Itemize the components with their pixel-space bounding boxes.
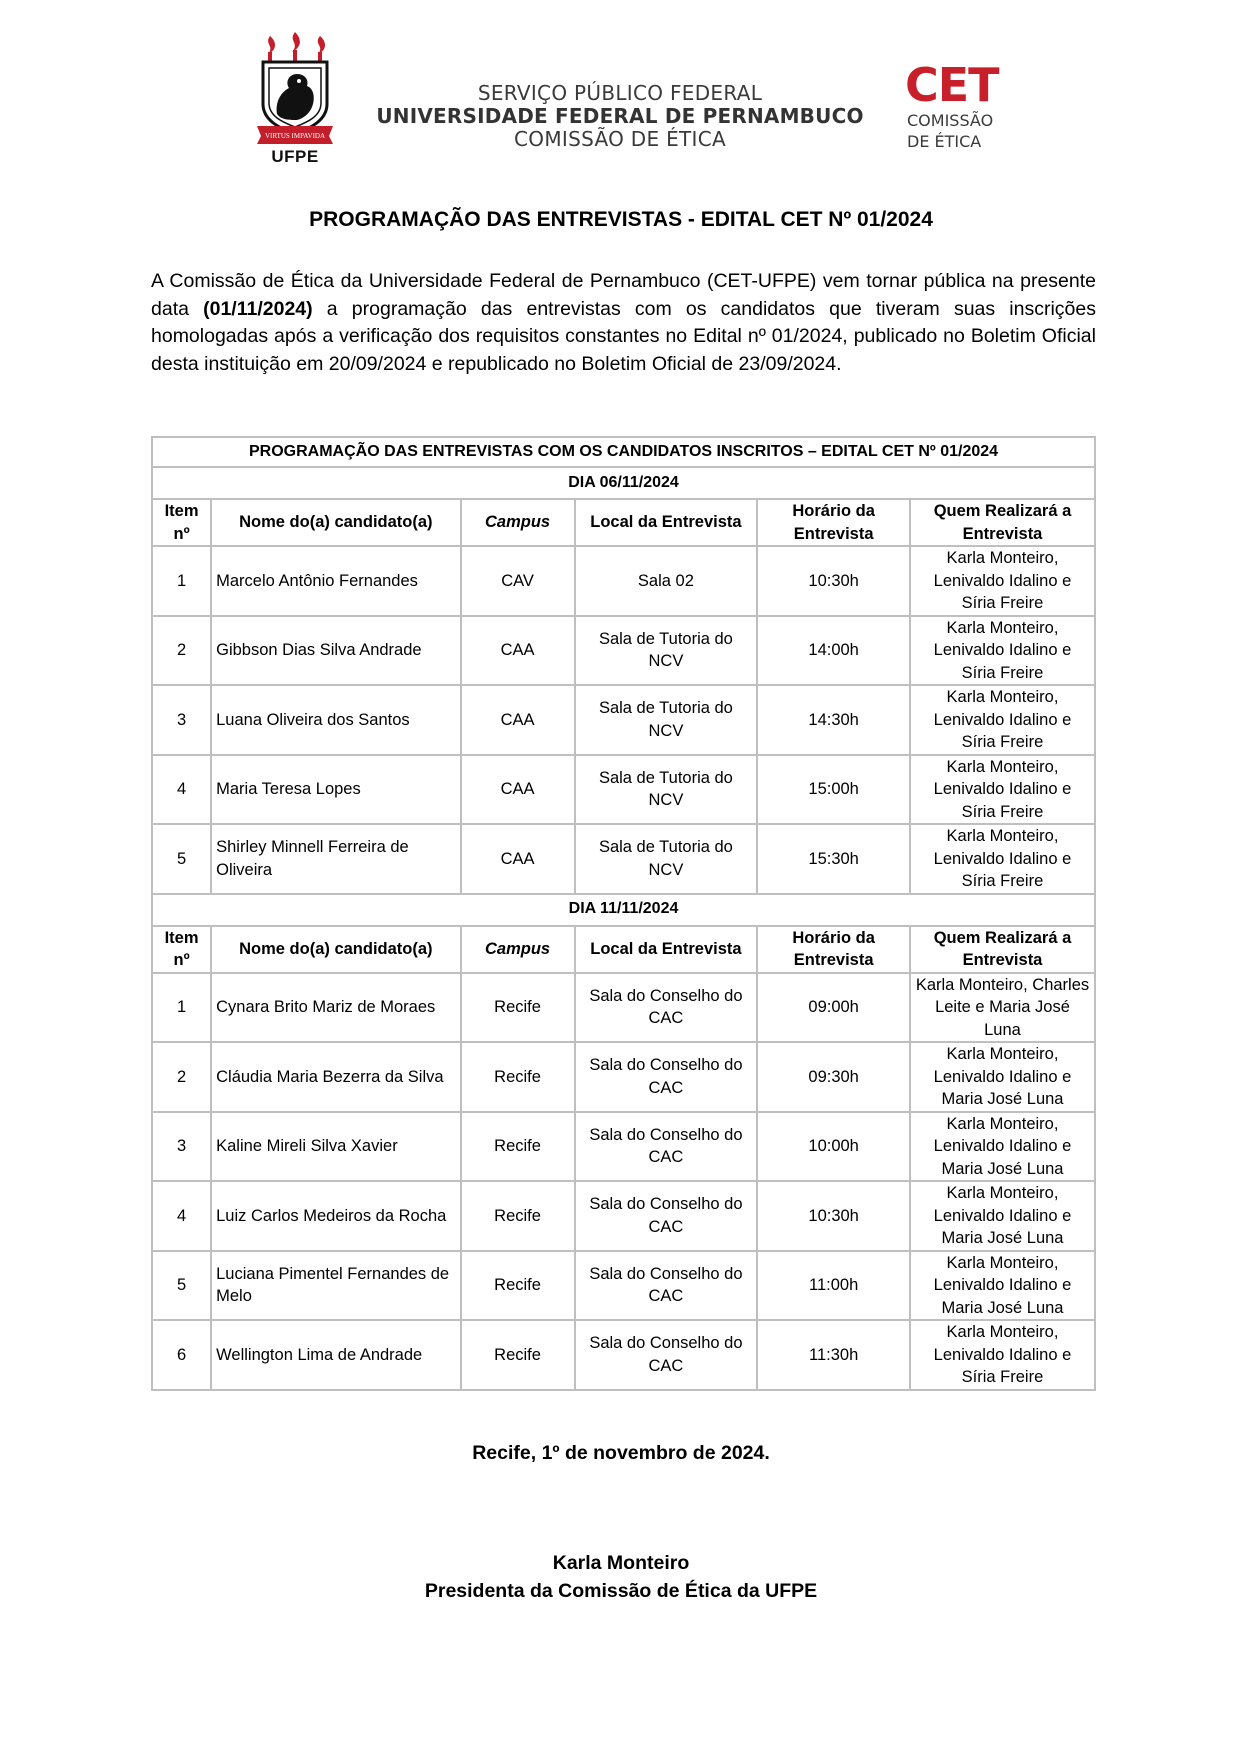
cell-name: Marcelo Antônio Fernandes xyxy=(211,546,460,616)
cell-local: Sala do Conselho do CAC xyxy=(575,1181,758,1251)
cell-name: Kaline Mireli Silva Xavier xyxy=(211,1112,460,1182)
document-title: PROGRAMAÇÃO DAS ENTREVISTAS - EDITAL CET Nº 01/2024 xyxy=(309,208,933,231)
institution-block xyxy=(370,82,870,151)
cell-who: Karla Monteiro, Lenivaldo Idalino e Maria José Luna xyxy=(910,1112,1095,1182)
schedule-table-body xyxy=(152,437,1095,1390)
cell-who: Karla Monteiro, Lenivaldo Idalino e Síria Freire xyxy=(910,824,1095,894)
cell-time: 15:00h xyxy=(757,755,910,825)
cell-name: Luiz Carlos Medeiros da Rocha xyxy=(211,1181,460,1251)
cell-campus: Recife xyxy=(461,1112,575,1182)
header-name: Nome do(a) candidato(a) xyxy=(211,499,460,546)
cell-local: Sala de Tutoria do NCV xyxy=(575,755,758,825)
cell-local: Sala do Conselho do CAC xyxy=(575,973,758,1043)
cell-who: Karla Monteiro, Charles Leite e Maria José Luna xyxy=(910,973,1095,1043)
cell-name: Maria Teresa Lopes xyxy=(211,755,460,825)
intro-paragraph xyxy=(151,268,1096,378)
header-name: Nome do(a) candidato(a) xyxy=(211,926,460,973)
cell-local: Sala de Tutoria do NCV xyxy=(575,616,758,686)
cell-local: Sala do Conselho do CAC xyxy=(575,1251,758,1321)
day-row xyxy=(152,467,1095,499)
cell-name: Luana Oliveira dos Santos xyxy=(211,685,460,755)
cell-local: Sala do Conselho do CAC xyxy=(575,1112,758,1182)
cell-who: Karla Monteiro, Lenivaldo Idalino e Síria Freire xyxy=(910,546,1095,616)
cell-time: 11:30h xyxy=(757,1320,910,1390)
cell-name: Gibbson Dias Silva Andrade xyxy=(211,616,460,686)
table-row xyxy=(152,1181,1095,1251)
place-date: Recife, 1º de novembro de 2024. xyxy=(472,1442,770,1464)
header-item: Item nº xyxy=(152,499,211,546)
table-header-row xyxy=(152,926,1095,973)
cell-time: 10:30h xyxy=(757,1181,910,1251)
institution-line-2: UNIVERSIDADE FEDERAL DE PERNAMBUCO xyxy=(376,104,864,128)
cell-time: 09:00h xyxy=(757,973,910,1043)
cell-item: 6 xyxy=(152,1320,211,1390)
cell-name: Cláudia Maria Bezerra da Silva xyxy=(211,1042,460,1112)
cet-logo xyxy=(905,58,1015,162)
cell-item: 4 xyxy=(152,755,211,825)
cell-campus: CAA xyxy=(461,824,575,894)
table-row xyxy=(152,824,1095,894)
cell-name: Shirley Minnell Ferreira de Oliveira xyxy=(211,824,460,894)
cell-campus: Recife xyxy=(461,1320,575,1390)
cell-time: 14:30h xyxy=(757,685,910,755)
table-row xyxy=(152,616,1095,686)
cet-logo-line-2: DE ÉTICA xyxy=(907,132,982,151)
cell-item: 3 xyxy=(152,685,211,755)
table-row xyxy=(152,1112,1095,1182)
cell-local: Sala 02 xyxy=(575,546,758,616)
header-item: Item nº xyxy=(152,926,211,973)
header-campus: Campus xyxy=(461,499,575,546)
cell-who: Karla Monteiro, Lenivaldo Idalino e Síria Freire xyxy=(910,685,1095,755)
cell-name: Luciana Pimentel Fernandes de Melo xyxy=(211,1251,460,1321)
cell-local: Sala de Tutoria do NCV xyxy=(575,824,758,894)
table-header-row xyxy=(152,499,1095,546)
day-label: DIA 06/11/2024 xyxy=(152,467,1095,499)
cell-campus: CAV xyxy=(461,546,575,616)
cell-campus: Recife xyxy=(461,1251,575,1321)
table-row xyxy=(152,685,1095,755)
table-title-row xyxy=(152,437,1095,467)
header-local: Local da Entrevista xyxy=(575,499,758,546)
cell-time: 15:30h xyxy=(757,824,910,894)
cell-time: 14:00h xyxy=(757,616,910,686)
signer-role: Presidenta da Comissão de Ética da UFPE xyxy=(424,1580,818,1602)
table-row xyxy=(152,1251,1095,1321)
header-campus: Campus xyxy=(461,926,575,973)
cell-who: Karla Monteiro, Lenivaldo Idalino e Maria José Luna xyxy=(910,1181,1095,1251)
cell-campus: Recife xyxy=(461,1042,575,1112)
cell-item: 2 xyxy=(152,616,211,686)
cell-campus: CAA xyxy=(461,685,575,755)
intro-date: (01/11/2024) xyxy=(203,297,313,320)
header-time: Horário da Entrevista xyxy=(757,926,910,973)
table-row xyxy=(152,1320,1095,1390)
header-who: Quem Realizará a Entrevista xyxy=(910,499,1095,546)
cet-logo-acronym: CET xyxy=(905,58,999,112)
ufpe-motto: VIRTUS IMPAVIDA xyxy=(264,132,326,140)
ufpe-logo xyxy=(255,32,335,168)
cell-who: Karla Monteiro, Lenivaldo Idalino e Maria José Luna xyxy=(910,1251,1095,1321)
cell-campus: CAA xyxy=(461,755,575,825)
cell-local: Sala do Conselho do CAC xyxy=(575,1042,758,1112)
header-time: Horário da Entrevista xyxy=(757,499,910,546)
table-row xyxy=(152,973,1095,1043)
schedule-table xyxy=(151,436,1096,1391)
schedule-table-wrapper xyxy=(151,436,1096,1391)
document-header xyxy=(0,0,1242,185)
institution-line-1: SERVIÇO PÚBLICO FEDERAL xyxy=(477,81,763,105)
intro-text-part-1: A Comissão de Ética da Universidade Federal de Pernambuco (CET-UFPE) vem tornar pública na presente data xyxy=(151,270,1096,320)
cell-local: Sala do Conselho do CAC xyxy=(575,1320,758,1390)
cell-item: 4 xyxy=(152,1181,211,1251)
cell-who: Karla Monteiro, Lenivaldo Idalino e Síria Freire xyxy=(910,616,1095,686)
header-local: Local da Entrevista xyxy=(575,926,758,973)
table-row xyxy=(152,1042,1095,1112)
cell-item: 2 xyxy=(152,1042,211,1112)
cell-who: Karla Monteiro, Lenivaldo Idalino e Síria Freire xyxy=(910,1320,1095,1390)
cell-item: 5 xyxy=(152,824,211,894)
cell-campus: Recife xyxy=(461,1181,575,1251)
cell-time: 10:30h xyxy=(757,546,910,616)
cell-name: Wellington Lima de Andrade xyxy=(211,1320,460,1390)
day-label: DIA 11/11/2024 xyxy=(152,894,1095,926)
institution-line-3: COMISSÃO DE ÉTICA xyxy=(514,127,726,151)
intro-text-part-2: a programação das entrevistas com os candidatos que tiveram suas inscrições homologadas após a verificação dos requisitos constantes no Edital nº 01/2024, publicado no Boletim Oficial desta instituição em 20/09/2024 e republicado no Boletim Oficial de 23/09/2024. xyxy=(151,297,1096,375)
cell-campus: CAA xyxy=(461,616,575,686)
table-row xyxy=(152,546,1095,616)
header-who: Quem Realizará a Entrevista xyxy=(910,926,1095,973)
cet-logo-line-1: COMISSÃO xyxy=(907,111,994,130)
cell-time: 10:00h xyxy=(757,1112,910,1182)
signer-name: Karla Monteiro xyxy=(552,1552,690,1574)
table-row xyxy=(152,755,1095,825)
cell-name: Cynara Brito Mariz de Moraes xyxy=(211,973,460,1043)
ufpe-logo-label: UFPE xyxy=(271,147,319,166)
cell-time: 09:30h xyxy=(757,1042,910,1112)
cell-item: 1 xyxy=(152,546,211,616)
cell-who: Karla Monteiro, Lenivaldo Idalino e Maria José Luna xyxy=(910,1042,1095,1112)
table-title: PROGRAMAÇÃO DAS ENTREVISTAS COM OS CANDIDATOS INSCRITOS – EDITAL CET Nº 01/2024 xyxy=(152,437,1095,467)
cell-item: 5 xyxy=(152,1251,211,1321)
cell-local: Sala de Tutoria do NCV xyxy=(575,685,758,755)
cell-who: Karla Monteiro, Lenivaldo Idalino e Síria Freire xyxy=(910,755,1095,825)
ufpe-coat-of-arms-icon xyxy=(255,32,335,144)
day-row xyxy=(152,894,1095,926)
cell-item: 1 xyxy=(152,973,211,1043)
cell-time: 11:00h xyxy=(757,1251,910,1321)
cell-item: 3 xyxy=(152,1112,211,1182)
cell-campus: Recife xyxy=(461,973,575,1043)
